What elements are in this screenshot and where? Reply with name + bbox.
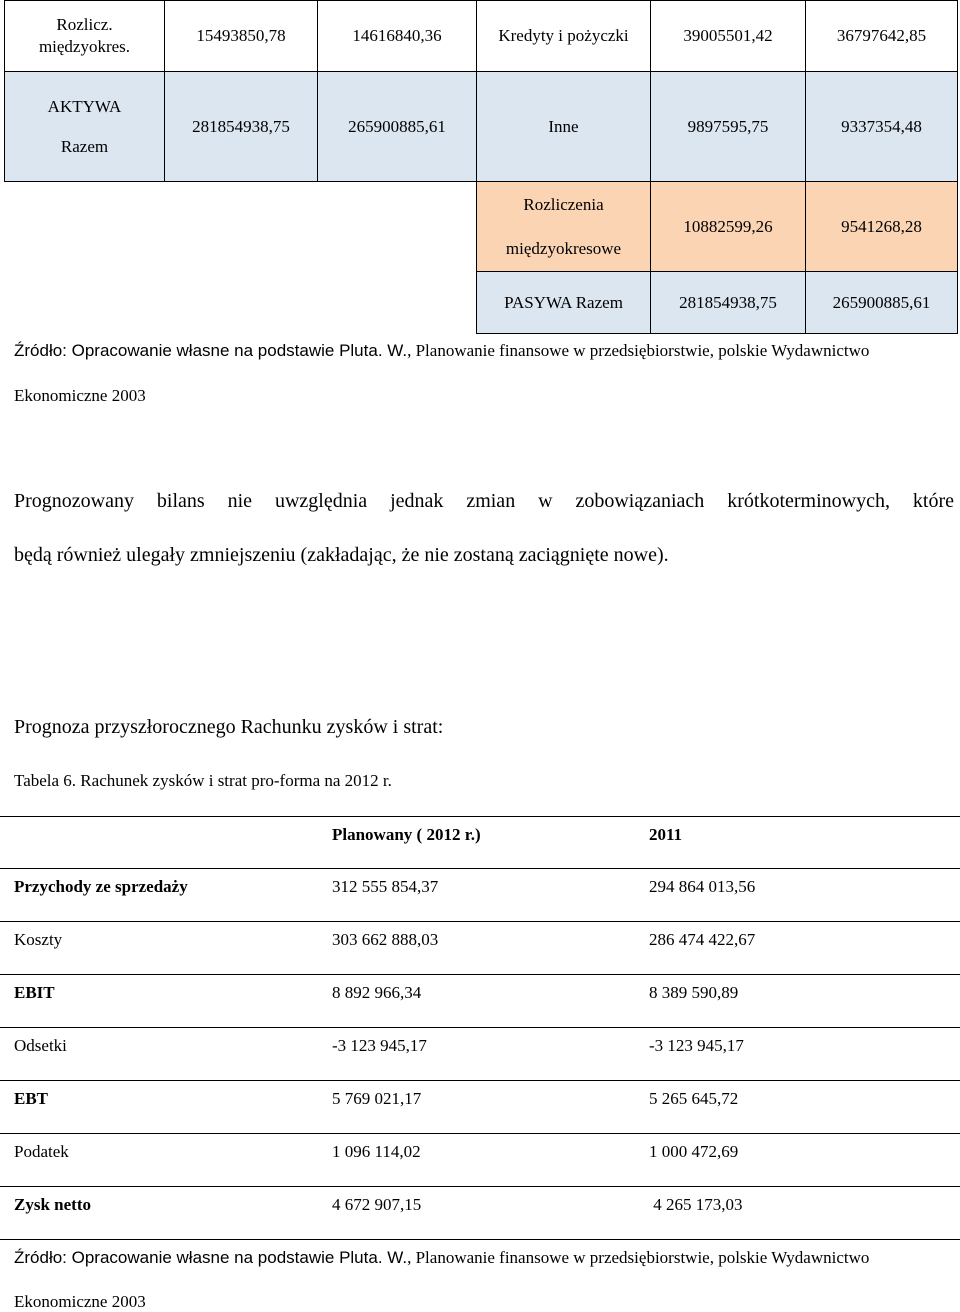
source-note-2 [14, 1248, 869, 1268]
source-note-1 [14, 341, 869, 361]
rozliczenia-line2: międzyokresowe [505, 238, 622, 258]
inne-value-1: 9897595,75 [650, 71, 806, 182]
rozlicz-label-line2: międzyokres. [38, 37, 131, 56]
row-value-planned: -3 123 945,17 [332, 1036, 427, 1055]
table-rule [0, 1239, 960, 1240]
rozlicz-label [4, 0, 165, 72]
row-value-2011: 5 265 645,72 [649, 1089, 739, 1108]
source-2-part2: , Planowanie finansowe w przedsiębiorstwie, polskie Wydawnictwo [407, 1248, 870, 1267]
table-rule [0, 816, 960, 817]
table-rule [0, 868, 960, 869]
rozlicz-label-line1: Rozlicz. [56, 15, 113, 34]
aktywa-razem-label [4, 71, 165, 182]
row-label: Koszty [14, 930, 63, 949]
row-value-2011: 286 474 422,67 [649, 930, 756, 949]
kredyty-label: Kredyty i pożyczki [476, 0, 651, 72]
section-heading: Prognoza przyszłorocznego Rachunku zysków i strat: [14, 716, 444, 738]
table-rule [0, 974, 960, 975]
row-value-2011: 4 265 173,03 [649, 1195, 743, 1214]
rozliczenia-value-1: 10882599,26 [650, 181, 806, 272]
source-2-part1: Źródło: Opracowanie własne na podstawie Pluta. W. [14, 1248, 408, 1267]
row-label: EBT [14, 1089, 49, 1108]
row-value-planned: 303 662 888,03 [332, 930, 439, 949]
row-value-planned: 8 892 966,34 [332, 983, 422, 1002]
row-label: Odsetki [14, 1036, 67, 1055]
rozliczenia-label [476, 181, 651, 272]
table-rule [0, 1133, 960, 1134]
table-rule [0, 921, 960, 922]
kredyty-value-1: 39005501,42 [650, 0, 806, 72]
inne-value-2: 9337354,48 [805, 71, 958, 182]
pasywa-value-1: 281854938,75 [650, 271, 806, 334]
rozlicz-value-1: 15493850,78 [164, 0, 318, 72]
inne-label: Inne [476, 71, 651, 182]
row-value-2011: 294 864 013,56 [649, 877, 756, 896]
rozliczenia-value-2: 9541268,28 [805, 181, 958, 272]
rozlicz-value-2: 14616840,36 [317, 0, 477, 72]
row-value-2011: 1 000 472,69 [649, 1142, 739, 1161]
table-rule [0, 1027, 960, 1028]
row-value-planned: 4 672 907,15 [332, 1195, 422, 1214]
col-header-planned: Planowany ( 2012 r.) [332, 825, 481, 844]
row-value-2011: 8 389 590,89 [649, 983, 739, 1002]
row-value-planned: 1 096 114,02 [332, 1142, 421, 1161]
row-label: EBIT [14, 983, 55, 1002]
table-caption: Tabela 6. Rachunek zysków i strat pro-forma na 2012 r. [14, 771, 392, 790]
source-1-part1: Źródło: Opracowanie własne na podstawie Pluta. W. [14, 341, 408, 360]
row-label: Zysk netto [14, 1195, 91, 1214]
row-label: Podatek [14, 1142, 69, 1161]
paragraph-line1: Prognozowany bilans nie uwzględnia jednak zmian w zobowiązaniach krótkoterminowych, które [14, 490, 954, 512]
paragraph-line2: będą również ulegały zmniejszeniu (zakładając, że nie zostaną zaciągnięte nowe). [14, 544, 669, 566]
rozliczenia-line1: Rozliczenia [523, 194, 604, 214]
row-value-planned: 5 769 021,17 [332, 1089, 422, 1108]
pasywa-value-2: 265900885,61 [805, 271, 958, 334]
aktywa-label-line1: AKTYWA [47, 96, 122, 116]
pasywa-razem-label: PASYWA Razem [476, 271, 651, 334]
source-2-line2: Ekonomiczne 2003 [14, 1292, 146, 1311]
table-rule [0, 1186, 960, 1187]
source-1-line2: Ekonomiczne 2003 [14, 386, 146, 405]
row-label: Przychody ze sprzedaży [14, 877, 188, 896]
row-value-2011: -3 123 945,17 [649, 1036, 744, 1055]
table-rule [0, 1080, 960, 1081]
aktywa-value-2: 265900885,61 [317, 71, 477, 182]
col-header-2011: 2011 [649, 825, 683, 844]
aktywa-label-line2: Razem [60, 136, 109, 156]
source-1-part2: , Planowanie finansowe w przedsiębiorstwie, polskie Wydawnictwo [407, 341, 870, 360]
kredyty-value-2: 36797642,85 [805, 0, 958, 72]
aktywa-value-1: 281854938,75 [164, 71, 318, 182]
row-value-planned: 312 555 854,37 [332, 877, 439, 896]
